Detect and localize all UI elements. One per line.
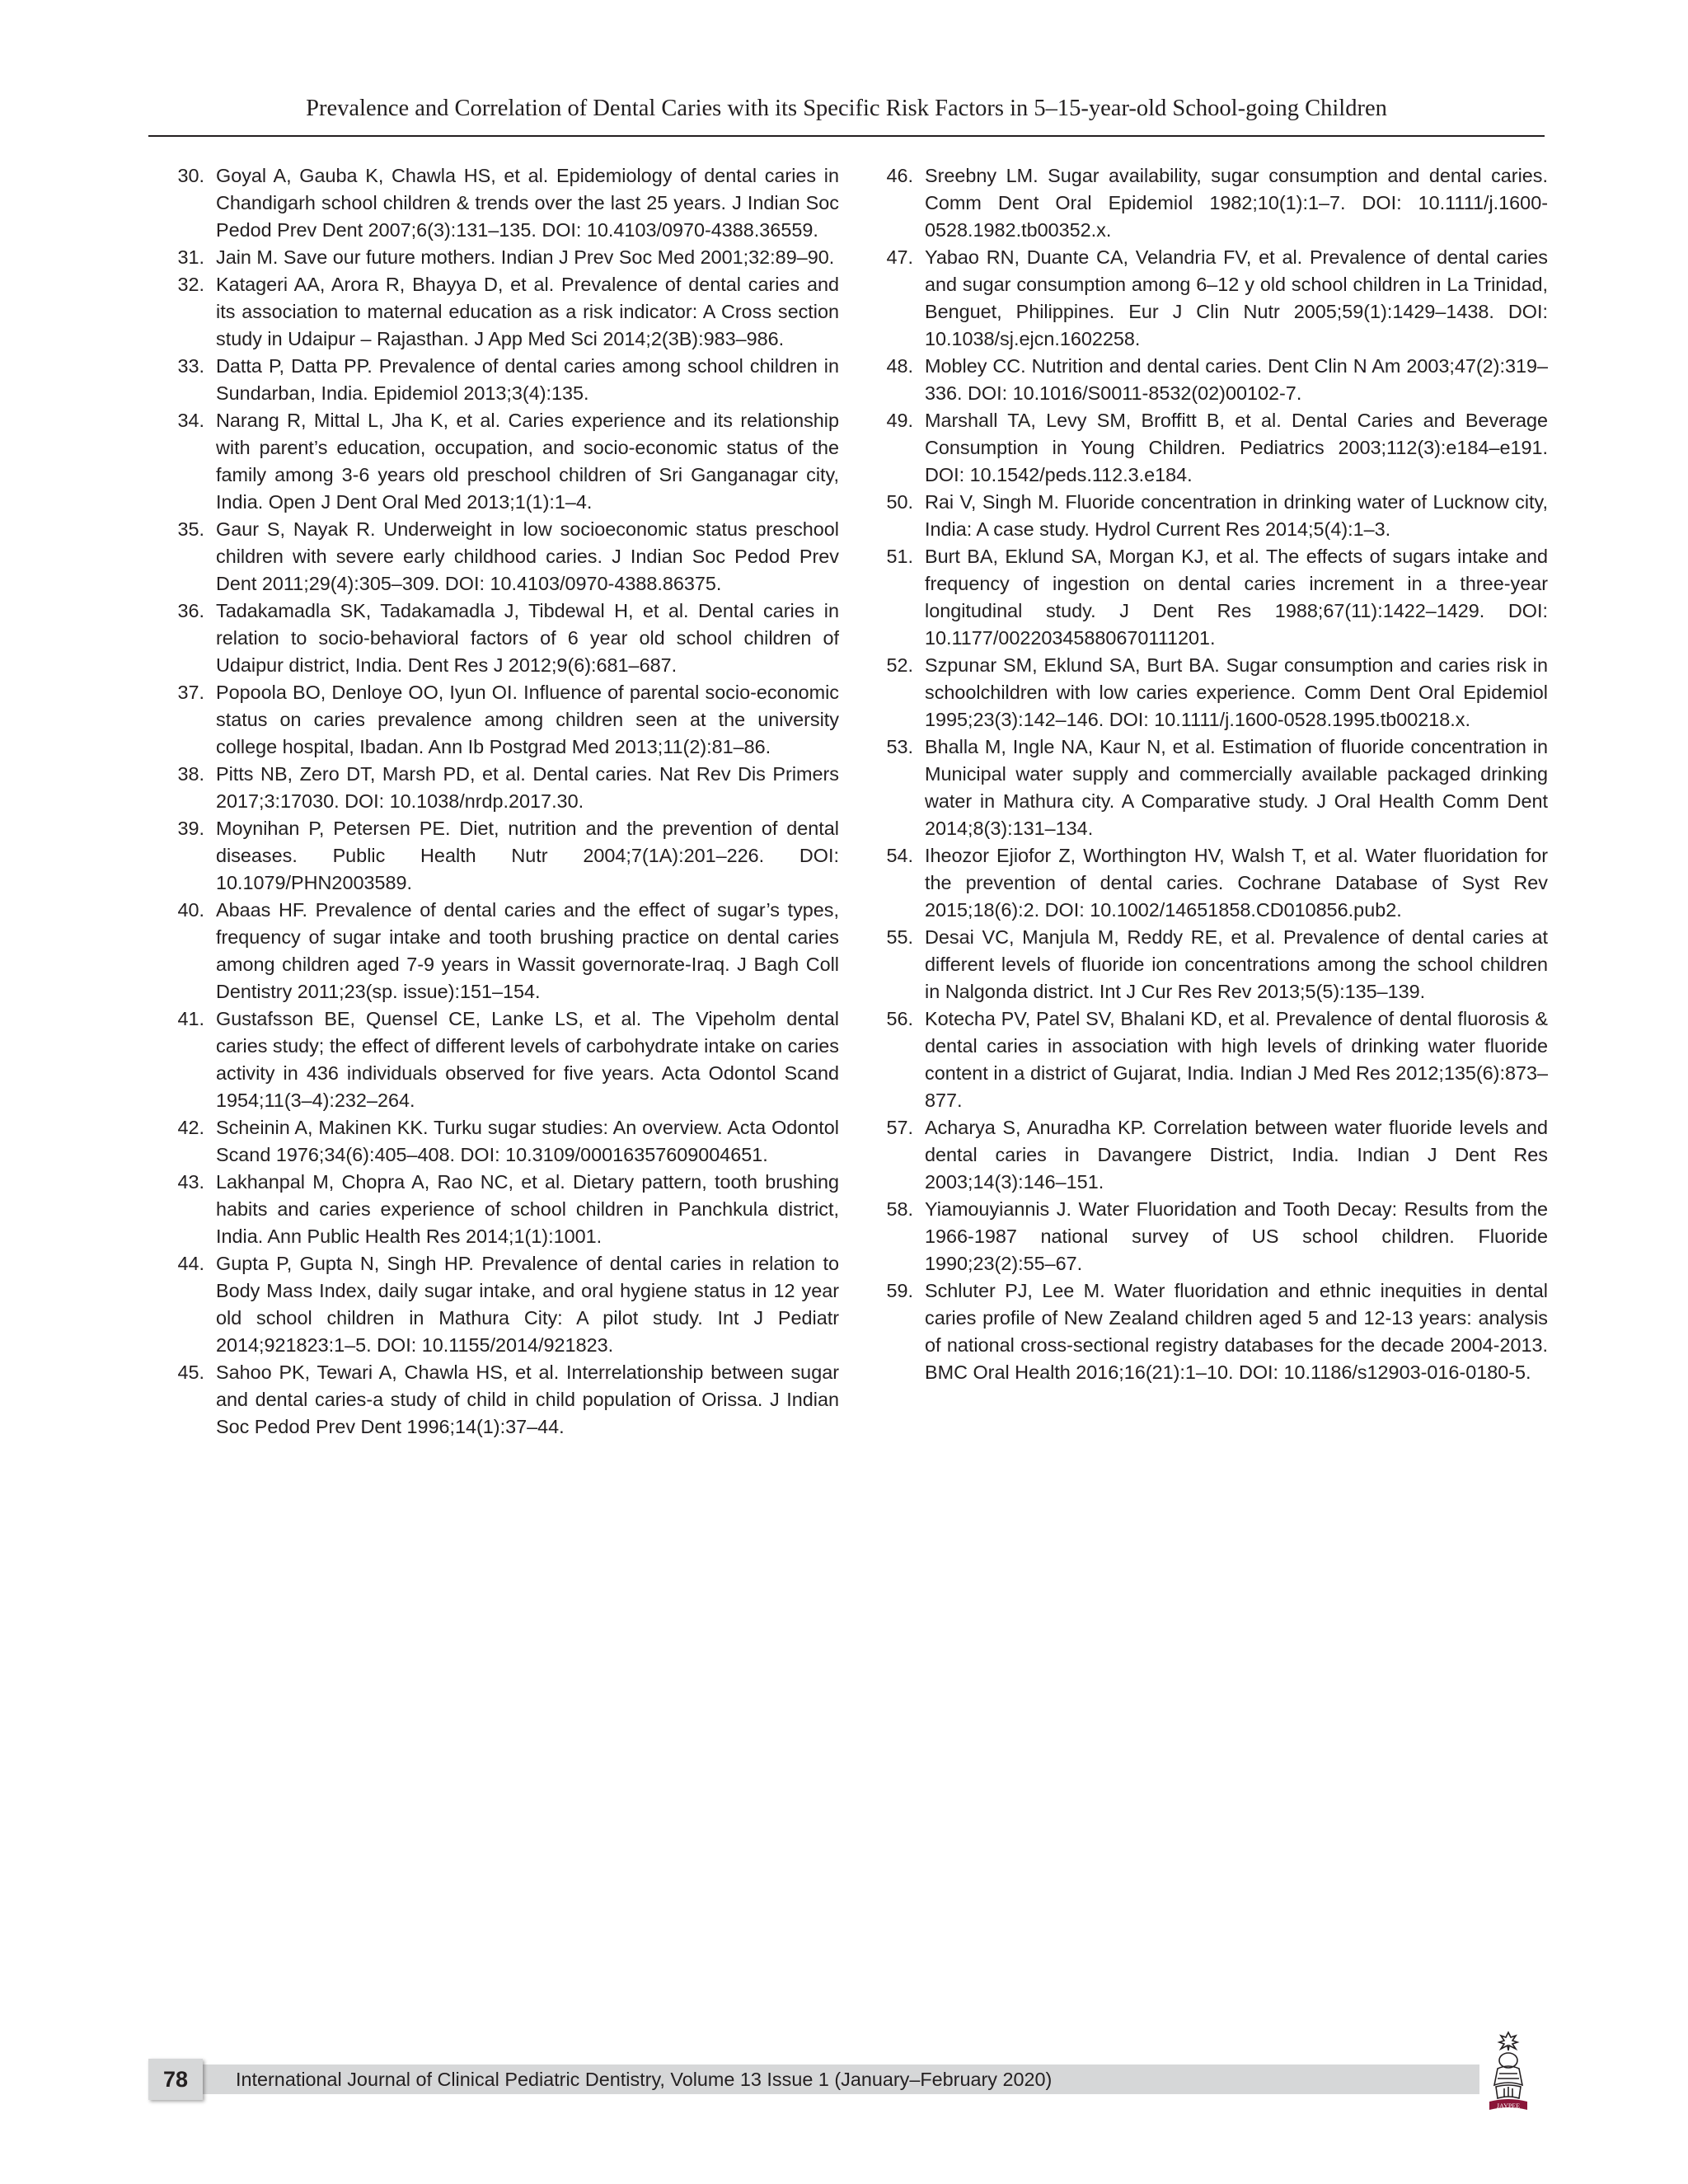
reference-number: 47. <box>886 246 913 268</box>
reference-item <box>157 162 839 244</box>
running-title: Prevalence and Correlation of Dental Caries with its Specific Risk Factors in 5–15-year-old School-going Children <box>306 96 1387 121</box>
reference-number: 45. <box>177 1361 204 1383</box>
reference-text: Lakhanpal M, Chopra A, Rao NC, et al. Dietary pattern, tooth brushing habits and caries experience of school children in Panchkula district, India. Ann Public Health Res 2014;1(1):1001. <box>216 1171 839 1247</box>
reference-item <box>157 679 839 761</box>
references-right-column <box>865 162 1548 1386</box>
reference-item <box>865 733 1548 842</box>
reference-item <box>157 516 839 598</box>
journal-citation: International Journal of Clinical Pediatric Dentistry, Volume 13 Issue 1 (January–February 2020) <box>236 2069 1053 2090</box>
reference-text: Sahoo PK, Tewari A, Chawla HS, et al. Interrelationship between sugar and dental caries-a study of child in child population of Orissa. J Indian Soc Pedod Prev Dent 1996;14(1):37–44. <box>216 1361 839 1437</box>
reference-number: 32. <box>177 274 204 295</box>
reference-text: Gustafsson BE, Quensel CE, Lanke LS, et al. The Vipeholm dental caries study; the effect of different levels of carbohydrate intake on caries activity in 436 individuals observed for five years. Acta Odontol Scand 1954;11(3–4):232–264. <box>216 1008 839 1111</box>
reference-number: 37. <box>177 682 204 703</box>
reference-text: Sreebny LM. Sugar availability, sugar consumption and dental caries. Comm Dent Oral Epidemiol 1982;10(1):1–7. DOI: 10.1111/j.1600-0528.1982.tb00352.x. <box>925 165 1548 241</box>
reference-text: Gaur S, Nayak R. Underweight in low socioeconomic status preschool children with severe early childhood caries. J Indian Soc Pedod Prev Dent 2011;29(4):305–309. DOI: 10.4103/0970-4388.86375. <box>216 518 839 594</box>
reference-number: 34. <box>177 410 204 431</box>
reference-item <box>157 1169 839 1250</box>
references-left-column <box>157 162 839 1441</box>
reference-number: 56. <box>886 1008 913 1029</box>
reference-item <box>865 543 1548 652</box>
reference-number: 40. <box>177 899 204 921</box>
reference-number: 58. <box>886 1198 913 1220</box>
logo-text: JAYPEE <box>1496 2102 1521 2110</box>
reference-text: Yiamouyiannis J. Water Fluoridation and Tooth Decay: Results from the 1966-1987 national survey of US school children. Fluoride 1990;23(2):55–67. <box>925 1198 1548 1274</box>
reference-text: Kotecha PV, Patel SV, Bhalani KD, et al. Prevalence of dental fluorosis & dental caries in association with high levels of drinking water fluoride content in a district of Gujarat, India. Indian J Med Res 2012;135(6):873–877. <box>925 1008 1548 1111</box>
reference-item <box>157 1359 839 1441</box>
reference-number: 48. <box>886 355 913 377</box>
reference-text: Gupta P, Gupta N, Singh HP. Prevalence of dental caries in relation to Body Mass Index, daily sugar intake, and oral hygiene status in 12 year old school children in Mathura City: A pilot study. Int J Pediatr 2014;921823:1–5. DOI: 10.1155/2014/921823. <box>216 1253 839 1356</box>
reference-text: Szpunar SM, Eklund SA, Burt BA. Sugar consumption and caries risk in schoolchildren with low caries experience. Comm Dent Oral Epidemiol 1995;23(3):142–146. DOI: 10.1111/j.1600-0528.1995.tb00218.x. <box>925 654 1548 730</box>
reference-number: 49. <box>886 410 913 431</box>
page-number: 78 <box>148 2059 203 2100</box>
reference-text: Marshall TA, Levy SM, Broffitt B, et al. Dental Caries and Beverage Consumption in Young Children. Pediatrics 2003;112(3):e184–e191. DOI: 10.1542/peds.112.3.e184. <box>925 410 1548 485</box>
reference-text: Datta P, Datta PP. Prevalence of dental caries among school children in Sundarban, India. Epidemiol 2013;3(4):135. <box>216 355 839 404</box>
reference-item <box>865 244 1548 353</box>
reference-number: 38. <box>177 763 204 785</box>
jaypee-logo <box>1479 2027 1537 2118</box>
reference-number: 55. <box>886 926 913 948</box>
reference-item <box>157 271 839 353</box>
reference-item <box>865 353 1548 407</box>
reference-item <box>865 489 1548 543</box>
reference-number: 35. <box>177 518 204 540</box>
reference-text: Burt BA, Eklund SA, Morgan KJ, et al. The effects of sugars intake and frequency of ingestion on dental caries increment in a three-year longitudinal study. J Dent Res 1988;67(11):1422–1429. DOI: 10.1177/00220345880670111201. <box>925 546 1548 649</box>
reference-number: 33. <box>177 355 204 377</box>
reference-number: 51. <box>886 546 913 567</box>
reference-text: Schluter PJ, Lee M. Water fluoridation and ethnic inequities in dental caries profile of New Zealand children aged 5 and 12-13 years: analysis of national cross-sectional registry databases for the decade 2004-2013. BMC Oral Health 2016;16(21):1–10. DOI: 10.1186/s12903-016-0180-5. <box>925 1280 1548 1383</box>
reference-text: Abaas HF. Prevalence of dental caries and the effect of sugar’s types, frequency of sugar intake and tooth brushing practice on dental caries among children aged 7-9 years in Wassit governorate-Iraq. J Bagh Coll Dentistry 2011;23(sp. issue):151–154. <box>216 899 839 1002</box>
reference-item <box>865 924 1548 1005</box>
reference-number: 59. <box>886 1280 913 1301</box>
reference-item <box>865 1277 1548 1386</box>
reference-item <box>157 897 839 1005</box>
reference-text: Iheozor Ejiofor Z, Worthington HV, Walsh T, et al. Water fluoridation for the prevention of dental caries. Cochrane Database of Syst Rev 2015;18(6):2. DOI: 10.1002/14651858.CD010856.pub2. <box>925 845 1548 921</box>
reference-text: Jain M. Save our future mothers. Indian J Prev Soc Med 2001;32:89–90. <box>216 246 835 268</box>
reference-text: Popoola BO, Denloye OO, Iyun OI. Influence of parental socio-economic status on caries prevalence among children seen at the university college hospital, Ibadan. Ann Ib Postgrad Med 2013;11(2):81–86. <box>216 682 839 757</box>
reference-item <box>865 1005 1548 1114</box>
reference-item <box>865 842 1548 924</box>
reference-number: 30. <box>177 165 204 186</box>
reference-item <box>157 407 839 516</box>
reference-item <box>157 761 839 815</box>
reference-text: Katageri AA, Arora R, Bhayya D, et al. Prevalence of dental caries and its association to maternal education as a risk indicator: A Cross section study in Udaipur – Rajasthan. J App Med Sci 2014;2(3B):983–986. <box>216 274 839 349</box>
reference-text: Bhalla M, Ingle NA, Kaur N, et al. Estimation of fluoride concentration in Municipal water supply and commercially available packaged drinking water in Mathura city. A Comparative study. J Oral Health Comm Dent 2014;8(3):131–134. <box>925 736 1548 839</box>
reference-item <box>865 162 1548 244</box>
reference-text: Moynihan P, Petersen PE. Diet, nutrition and the prevention of dental diseases. Public Health Nutr 2004;7(1A):201–226. DOI: 10.1079/PHN2003589. <box>216 818 839 893</box>
reference-item <box>157 1250 839 1359</box>
reference-item <box>157 815 839 897</box>
reference-item <box>157 1114 839 1169</box>
reference-text: Yabao RN, Duante CA, Velandria FV, et al. Prevalence of dental caries and sugar consumption among 6–12 y old school children in La Trinidad, Benguet, Philippines. Eur J Clin Nutr 2005;59(1):1429–1438. DOI: 10.1038/sj.ejcn.1602258. <box>925 246 1548 349</box>
reference-text: Narang R, Mittal L, Jha K, et al. Caries experience and its relationship with parent’s education, occupation, and socio-economic status of the family among 3-6 years old preschool children of Sri Ganganagar city, India. Open J Dent Oral Med 2013;1(1):1–4. <box>216 410 839 513</box>
reference-text: Desai VC, Manjula M, Reddy RE, et al. Prevalence of dental caries at different levels of fluoride ion concentrations among the school children in Nalgonda district. Int J Cur Res Rev 2013;5(5):135–139. <box>925 926 1548 1002</box>
reference-number: 39. <box>177 818 204 839</box>
reference-item <box>865 407 1548 489</box>
reference-item <box>157 244 839 271</box>
header-rule <box>148 135 1545 137</box>
reference-text: Acharya S, Anuradha KP. Correlation between water fluoride levels and dental caries in Davangere District, India. Indian J Dent Res 2003;14(3):146–151. <box>925 1117 1548 1193</box>
reference-number: 42. <box>177 1117 204 1138</box>
reference-text: Goyal A, Gauba K, Chawla HS, et al. Epidemiology of dental caries in Chandigarh school children & trends over the last 25 years. J Indian Soc Pedod Prev Dent 2007;6(3):131–135. DOI: 10.4103/0970-4388.36559. <box>216 165 839 241</box>
reference-item <box>865 652 1548 733</box>
reference-item <box>865 1114 1548 1196</box>
reference-item <box>865 1196 1548 1277</box>
reference-text: Tadakamadla SK, Tadakamadla J, Tibdewal H, et al. Dental caries in relation to socio-behavioral factors of 6 year old school children of Udaipur district, India. Dent Res J 2012;9(6):681–687. <box>216 600 839 676</box>
reference-number: 44. <box>177 1253 204 1274</box>
reference-text: Pitts NB, Zero DT, Marsh PD, et al. Dental caries. Nat Rev Dis Primers 2017;3:17030. DOI: 10.1038/nrdp.2017.30. <box>216 763 839 812</box>
reference-text: Mobley CC. Nutrition and dental caries. Dent Clin N Am 2003;47(2):319–336. DOI: 10.1016/S0011-8532(02)00102-7. <box>925 355 1548 404</box>
reference-number: 36. <box>177 600 204 621</box>
reference-number: 41. <box>177 1008 204 1029</box>
reference-number: 52. <box>886 654 913 676</box>
reference-number: 31. <box>177 246 204 268</box>
reference-number: 57. <box>886 1117 913 1138</box>
reference-text: Rai V, Singh M. Fluoride concentration in drinking water of Lucknow city, India: A case study. Hydrol Current Res 2014;5(4):1–3. <box>925 491 1548 540</box>
reference-text: Scheinin A, Makinen KK. Turku sugar studies: An overview. Acta Odontol Scand 1976;34(6):405–408. DOI: 10.3109/00016357609004651. <box>216 1117 839 1165</box>
reference-item <box>157 353 839 407</box>
reference-number: 43. <box>177 1171 204 1193</box>
reference-number: 54. <box>886 845 913 866</box>
reference-item <box>157 598 839 679</box>
reference-number: 50. <box>886 491 913 513</box>
reference-number: 53. <box>886 736 913 757</box>
reference-item <box>157 1005 839 1114</box>
reference-number: 46. <box>886 165 913 186</box>
